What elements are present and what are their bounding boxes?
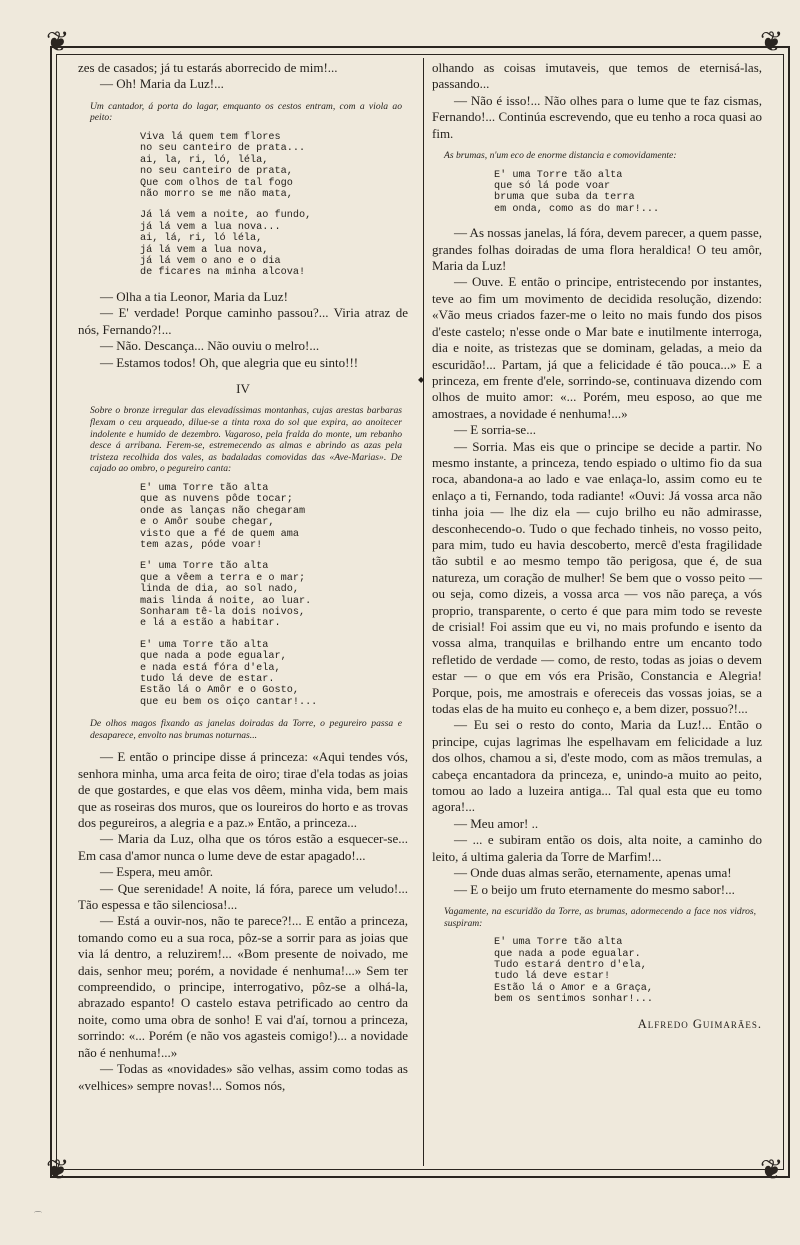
paragraph: — Não é isso!... Não olhes para o lume que te faz cismas, Fernando!... Continúa escrevendo, que eu tenho a roca quasi ao fim.: [432, 92, 762, 141]
paragraph: — Onde duas almas serão, eternamente, apenas uma!: [454, 865, 732, 881]
column-divider: [423, 58, 424, 1166]
author-signature: Alfredo Guimarães.: [637, 1016, 762, 1031]
paper-speck: ⌒: [34, 1211, 42, 1220]
paragraph: — E então o principe disse á princeza: «Aqui tendes vós, senhora minha, uma arca feita de oiro; tirae d'ela todas as joias de que gostardes, e que elas vos dêem, minha vida, bem mais que as roseiras dos muros, que os loureiros do horto e as trovas dos pegureiros, a alegria e a paz.» Então, a princeza...: [78, 749, 408, 830]
paragraph: zes de casados; já tu estarás aborrecido de mim!...: [78, 60, 338, 75]
paragraph: — ... e subiram então os dois, alta noite, a caminho do leito, á ultima galeria da Torre de Marfim!...: [432, 832, 762, 864]
paragraph: — Maria da Luz, olha que os tóros estão a esquecer-se... Em casa d'amor nunca o lume deve de estar apagado!...: [78, 831, 408, 863]
margin-mark: ◆: [418, 375, 425, 384]
corner-ornament-top-right: ❦: [760, 25, 784, 58]
stage-direction: As brumas, n'um eco de enorme distancia e comovidamente:: [444, 150, 677, 162]
stage-direction: De olhos magos fixando as janelas doiradas da Torre, o pegureiro passa e desaparece, envolto nas brumas noturnas...: [90, 718, 402, 741]
verse-stanza: E' uma Torre tão alta que nada a pode egualar, e nada está fóra d'ela, tudo lá deve de estar. Estão lá o Amôr e o Gosto, que eu bem os oiço cantar!...: [140, 639, 318, 708]
verse-stanza: Viva lá quem tem flores no seu canteiro de prata... ai, la, ri, ló, léla, no seu canteiro de prata, Que com olhos de tal fogo não morro se me não mata,: [140, 132, 306, 201]
paragraph: — Todas as «novidades» são velhas, assim como todas as «velhices» sempre novas!... Somos nós,: [78, 1061, 408, 1093]
stage-direction: Sobre o bronze irregular das elevadíssimas montanhas, cujas arestas barbaras flexam o ceu arqueado, dilue-se a tinta roxa do sol que expira, ao anoitecer indolente e humido de dezembro. Vagaroso, pela fralda do monte, um rebanho desce á arribana. Ferem-se, estremecendo as almas e abrindo as azas pela tristeza recolhida dos vales, as badaladas comovidas das «Ave-Marias». De cajado ao ombro, o pegureiro canta:: [90, 405, 402, 475]
paragraph: — E sorria-se...: [454, 422, 536, 438]
paragraph: — Não. Descança... Não ouviu o melro!...: [100, 338, 320, 354]
paragraph: — Ouve. E então o principe, entristecendo por instantes, teve ao fim um movimento de decidida resolução, dizendo: «Vão meus criados fazer-me o leito no mais fundo dos pisos d'este castelo; n'esse onde o Mar bate e inutilmente interroga, dia e noite, as tristezas que se dominam, geladas, a meio da escuridão!... Partam, já que a felicidade é tão pouca...» E a princeza, em frente d'ele, sorrindo-se, continuava dizendo com olhos de muito amor: «... Porém, meu esposo, ao que me amostraes, a novidade é nenhuma!...»: [432, 274, 762, 421]
paragraph: — Olha a tia Leonor, Maria da Luz!: [100, 288, 288, 304]
left-column: [78, 60, 408, 1094]
paragraph: — Espera, meu amôr.: [100, 864, 213, 880]
stage-direction: Vagamente, na escuridão da Torre, as brumas, adormecendo a face nos vidros, suspiram:: [444, 905, 756, 929]
paragraph: olhando as coisas imutaveis, que temos de eternisá-las, passando...: [432, 60, 762, 92]
verse-stanza: E' uma Torre tão alta que só lá pode voar bruma que suba da terra em onda, como as do mar!...: [494, 169, 660, 215]
paragraph: — E' verdade! Porque caminho passou?... Viria atraz de nós, Fernando?!...: [78, 305, 408, 337]
paragraph: — Meu amor! ..: [454, 815, 539, 831]
corner-ornament-top-left: ❦: [46, 25, 70, 58]
paragraph: — Sorria. Mas eis que o principe se decide a partir. No mesmo instante, a princeza, tendo espiado o ultimo fio da sua roca, abandona-a ao lado e vae enlaça-lo, assim como eu te enlaço a ti, Fernando, toda radiante! «Ouvi: Já vossa arca não tinha joia — lhe diz ela — cujo brilho eu não admirasse, desconhecendo-o. Tudo o que fechado tinheis, no vosso peito, para mim, tudo eu havia descoberto, mercê d'esta fragilidade tão subtil e ao mesmo tempo tão perigosa, que é, de sua natureza, um coração de mulher! Se bem que o vosso peito — ou seja, como dizeis, a vossa arca — vos não pareça, a vós proprio, transparente, o certo é que para mim todo se reveste de crisial! Foi assim que eu vi, no mais profundo e isento da vossa alma, tranquilas e brilhando entre um encanto todo refletido de verdade — como, de resto, todas as joias o devem estar — o que em vós era Prisão, Constancia e Alegria! Porque, pois, me amostrais e ofereceis das vossas joias, se a todas elas de ha muito eu conheço e, a bem dizer, possuo?!...: [432, 438, 762, 717]
verse-stanza: E' uma Torre tão alta que as nuvens pôde tocar; onde as lanças não chegaram e o Amôr soube chegar, visto que a fé de quem ama tem azas, póde voar!: [140, 482, 306, 551]
verse-stanza: Já lá vem a noite, ao fundo, já lá vem a lua nova... ai, lá, ri, ló léla, já lá vem a lua nova, já lá vem o ano e o dia de ficares na minha alcova!: [140, 210, 312, 279]
paragraph: — Que serenidade! A noite, lá fóra, parece um veludo!... Tão espessa e tão silenciosa!...: [78, 880, 408, 913]
paragraph: — E o beijo um fruto eternamente do mesmo sabor!...: [454, 881, 735, 897]
stage-direction: Um cantador, á porta do lagar, emquanto os cestos entram, com a viola ao peito:: [90, 100, 402, 124]
paragraph: — As nossas janelas, lá fóra, devem parecer, a quem passe, grandes folhas doiradas de uma flora heraldica! O teu amôr, Maria da Luz!: [432, 225, 762, 274]
corner-ornament-bottom-right: ❦: [760, 1153, 784, 1186]
corner-ornament-bottom-left: ❦: [46, 1153, 70, 1186]
paragraph: — Oh! Maria da Luz!...: [100, 76, 224, 92]
right-column: [432, 60, 762, 1032]
verse-stanza: E' uma Torre tão alta que a vêem a terra e o mar; linda de dia, ao sol nado, mais linda á noite, ao luar. Sonharam tê-la dois noivos, e lá a estão a habitar.: [140, 561, 312, 630]
verse-stanza: E' uma Torre tão alta que nada a pode egualar. Tudo estará dentro d'ela, tudo lá deve estar! Estão lá o Amor e a Graça, bem os sentimos sonhar!...: [494, 937, 653, 1006]
paragraph: — Estamos todos! Oh, que alegria que eu sinto!!!: [100, 354, 359, 370]
paragraph: — Eu sei o resto do conto, Maria da Luz!... Então o principe, cujas lagrimas lhe espelhavam em felicidade a luz dos olhos, chamou a si, d'este modo, com as mãos tremulas, a cabeça encantadora da princeza, e, unindo-a muito ao peito, tomou ao lado a luzeira antiga... Tal qual esta que eu tomo agora!...: [432, 717, 762, 815]
section-heading: IV: [236, 380, 250, 396]
paragraph: — Está a ouvir-nos, não te parece?!... E então a princeza, tomando como eu a sua roca, pôz-se a sorrir para as joias que via lá dentro, a reluzirem!... «Bom presente de noivado, me dais, senhor meu; porém, a novidade é nenhuma!...» Sem ter compreendido, o principe, interrogativo, pôz-se a olhá-la, abrazado espanto! O castelo estava petrificado ao centro da noite, como uma obra de sonho! E vai d'aí, tornou a princeza, sorrindo: «... Porém (e não vos agasteis comigo!)... a novidade não é nenhuma!...»: [78, 913, 408, 1060]
